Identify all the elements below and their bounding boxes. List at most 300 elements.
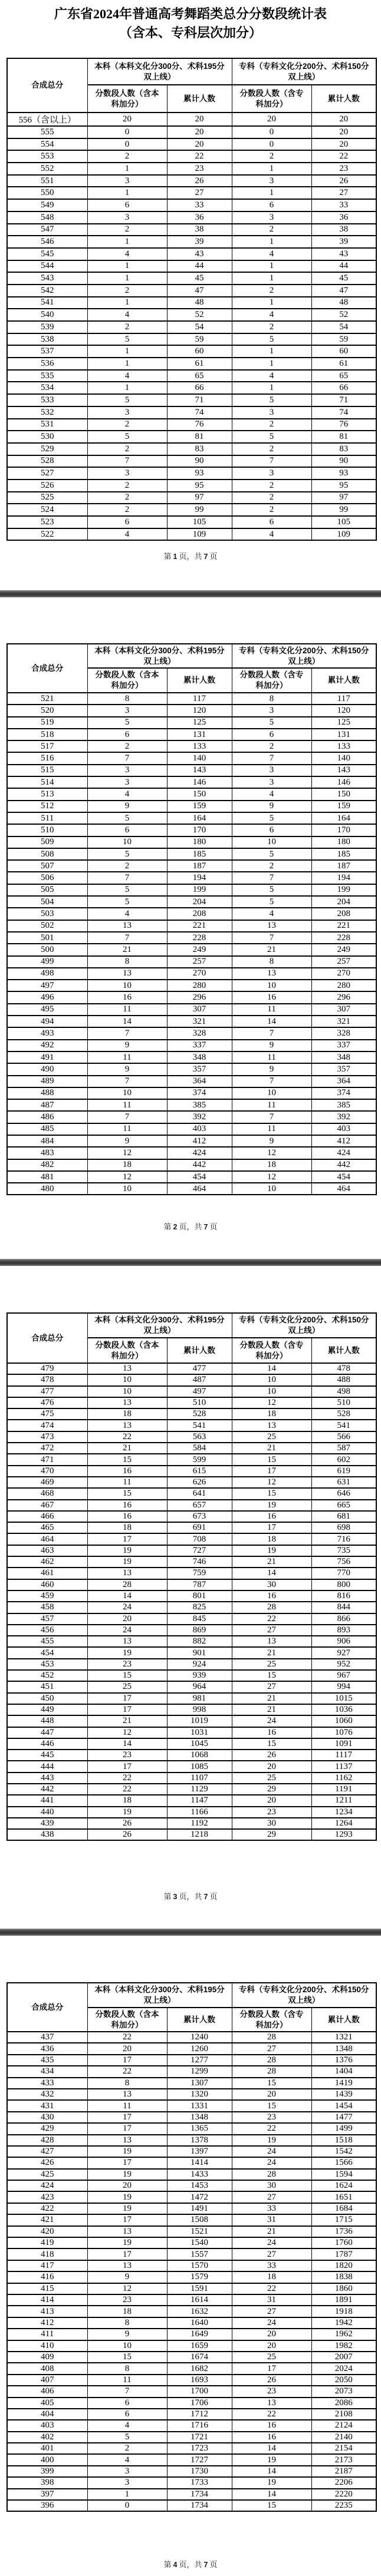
bachelor-segment-cell: 11: [87, 2100, 167, 2111]
college-cumulative-cell: 893: [311, 1625, 376, 1636]
table-row: [7, 1147, 376, 1159]
table-row: [7, 2283, 376, 2294]
score-distribution-table-page-4: [6, 1982, 377, 2512]
bachelor-cumulative-cell: 497: [167, 1386, 232, 1397]
college-segment-cell: 15: [232, 2500, 311, 2511]
college-segment-cell: 19: [232, 1500, 311, 1511]
college-segment-cell: 2: [232, 480, 311, 492]
college-cumulative-cell: 131: [311, 729, 376, 740]
table-row: [7, 2340, 376, 2352]
score-cell: 515: [7, 765, 87, 776]
college-cumulative-cell: 1651: [311, 2191, 376, 2203]
bachelor-segment-cell: 15: [87, 1454, 167, 1465]
bachelor-cumulative-cell: 27: [167, 187, 232, 199]
college-segment-cell: 9: [232, 1040, 311, 1051]
score-cell: 444: [7, 1761, 87, 1772]
college-segment-cell: 2: [232, 504, 311, 516]
college-cumulative-cell: 866: [311, 1613, 376, 1625]
score-cell: 422: [7, 2203, 87, 2214]
college-cumulative-cell: 1117: [311, 1750, 376, 1761]
score-cell: 415: [7, 2283, 87, 2294]
college-cumulative-cell: 105: [311, 516, 376, 528]
bachelor-cumulative-cell: 296: [167, 991, 232, 1003]
score-cell: 483: [7, 1147, 87, 1159]
score-cell: 408: [7, 2363, 87, 2374]
score-cell: 555: [7, 126, 87, 138]
college-segment-cell: 10: [232, 1386, 311, 1397]
bachelor-segment-cell: 4: [87, 528, 167, 541]
college-segment-cell: 19: [232, 2135, 311, 2146]
score-cell: 506: [7, 872, 87, 884]
college-segment-cell: 29: [232, 1784, 311, 1795]
college-segment-cell: 7: [232, 455, 311, 468]
score-cell: 491: [7, 1051, 87, 1063]
bachelor-segment-cell: 1: [87, 358, 167, 370]
bachelor-segment-cell: 26: [87, 1829, 167, 1840]
bachelor-cumulative-cell: 1166: [167, 1807, 232, 1818]
table-group-header-row: [7, 1313, 376, 1338]
college-cumulative-cell: 1076: [311, 1727, 376, 1738]
bachelor-cumulative-cell: 337: [167, 1040, 232, 1051]
score-cell: 474: [7, 1420, 87, 1431]
table-row: [7, 150, 376, 163]
college-cumulative-cell: 952: [311, 1659, 376, 1670]
score-cell: 452: [7, 1670, 87, 1681]
table-row: [7, 1693, 376, 1704]
college-segment-cell: 10: [232, 1183, 311, 1195]
table-row: [7, 504, 376, 516]
college-cumulative-cell: 54: [311, 321, 376, 333]
table-row: [7, 175, 376, 187]
college-segment-cell: 2: [232, 321, 311, 333]
college-cumulative-cell: 60: [311, 345, 376, 358]
score-cell: 546: [7, 236, 87, 248]
table-row: [7, 1500, 376, 1511]
column-header-bachelor-segment: 分数段人数（含本科加分）: [87, 2008, 167, 2032]
bachelor-cumulative-cell: 105: [167, 516, 232, 528]
bachelor-cumulative-cell: 1570: [167, 2260, 232, 2271]
bachelor-segment-cell: 22: [87, 1784, 167, 1795]
college-segment-cell: 15: [232, 2078, 311, 2089]
score-cell: 503: [7, 908, 87, 920]
page-footer-4: [0, 2558, 381, 2570]
college-cumulative-cell: 187: [311, 860, 376, 872]
college-cumulative-cell: 1787: [311, 2248, 376, 2260]
score-cell: 523: [7, 516, 87, 528]
table-row: [7, 1171, 376, 1183]
college-segment-cell: 11: [232, 1099, 311, 1111]
bachelor-cumulative-cell: 1472: [167, 2191, 232, 2203]
score-cell: 554: [7, 138, 87, 151]
bachelor-segment-cell: 9: [87, 1063, 167, 1075]
score-cell: 500: [7, 944, 87, 955]
bachelor-cumulative-cell: 1299: [167, 2066, 232, 2077]
bachelor-segment-cell: 13: [87, 1636, 167, 1647]
score-cell: 442: [7, 1784, 87, 1795]
bachelor-segment-cell: 13: [87, 2260, 167, 2271]
bachelor-cumulative-cell: 845: [167, 1613, 232, 1625]
bachelor-cumulative-cell: 52: [167, 309, 232, 321]
college-segment-cell: 1: [232, 297, 311, 309]
table-row: [7, 2146, 376, 2157]
bachelor-cumulative-cell: 1640: [167, 2317, 232, 2329]
score-cell: 520: [7, 705, 87, 716]
bachelor-segment-cell: 22: [87, 2066, 167, 2077]
college-cumulative-cell: 412: [311, 1135, 376, 1147]
college-segment-cell: 2: [232, 285, 311, 297]
score-cell: 552: [7, 163, 87, 175]
bachelor-cumulative-cell: 939: [167, 1670, 232, 1681]
college-segment-cell: 13: [232, 920, 311, 932]
bachelor-segment-cell: 16: [87, 1511, 167, 1522]
college-cumulative-cell: 498: [311, 1386, 376, 1397]
bachelor-cumulative-cell: 1674: [167, 2352, 232, 2363]
bachelor-cumulative-cell: 1107: [167, 1773, 232, 1784]
score-cell: 550: [7, 187, 87, 199]
college-segment-cell: 0: [232, 138, 311, 151]
college-segment-cell: 20: [232, 1761, 311, 1772]
table-row: [7, 1727, 376, 1738]
bachelor-cumulative-cell: 1649: [167, 2329, 232, 2340]
table-row: [7, 1625, 376, 1636]
table-row: [7, 467, 376, 480]
bachelor-segment-cell: 11: [87, 1004, 167, 1016]
table-row: [7, 333, 376, 346]
table-row: [7, 2477, 376, 2488]
college-segment-cell: 13: [232, 968, 311, 980]
score-cell: 421: [7, 2214, 87, 2226]
college-cumulative-cell: 566: [311, 1431, 376, 1443]
bachelor-segment-cell: 2: [87, 740, 167, 752]
footer-label: 页，共: [179, 1892, 202, 1901]
college-cumulative-cell: 1760: [311, 2237, 376, 2248]
score-cell: 431: [7, 2100, 87, 2111]
college-cumulative-cell: 681: [311, 1511, 376, 1522]
college-cumulative-cell: 1715: [311, 2214, 376, 2226]
bachelor-cumulative-cell: 38: [167, 224, 232, 236]
college-cumulative-cell: 800: [311, 1579, 376, 1590]
college-segment-cell: 4: [232, 788, 311, 800]
footer-page-number: 1: [173, 553, 178, 561]
college-cumulative-cell: 117: [311, 693, 376, 705]
college-segment-cell: 6: [232, 199, 311, 211]
score-distribution-table-page-3: [6, 1312, 377, 1841]
college-segment-cell: 12: [232, 1147, 311, 1159]
table-row: [7, 1681, 376, 1692]
bachelor-segment-cell: 2: [87, 480, 167, 492]
bachelor-segment-cell: 9: [87, 2271, 167, 2283]
table-row: [7, 2386, 376, 2397]
college-cumulative-cell: 1891: [311, 2294, 376, 2306]
bachelor-cumulative-cell: 60: [167, 345, 232, 358]
college-cumulative-cell: 74: [311, 406, 376, 419]
college-segment-cell: 25: [232, 1659, 311, 1670]
bachelor-segment-cell: 6: [87, 2409, 167, 2420]
college-segment-cell: 25: [232, 1773, 311, 1784]
college-segment-cell: 18: [232, 1533, 311, 1545]
bachelor-cumulative-cell: 964: [167, 1681, 232, 1692]
score-cell: 424: [7, 2180, 87, 2191]
score-cell: 416: [7, 2271, 87, 2283]
score-cell: 522: [7, 528, 87, 541]
score-cell: 446: [7, 1738, 87, 1750]
table-row: [7, 1466, 376, 1477]
bachelor-segment-cell: 2: [87, 285, 167, 297]
bachelor-segment-cell: 21: [87, 1715, 167, 1727]
bachelor-segment-cell: 3: [87, 175, 167, 187]
bachelor-segment-cell: 10: [87, 1087, 167, 1099]
bachelor-segment-cell: 20: [87, 2043, 167, 2054]
table-row: [7, 956, 376, 968]
bachelor-cumulative-cell: 1721: [167, 2432, 232, 2443]
bachelor-segment-cell: 12: [87, 1171, 167, 1183]
bachelor-segment-cell: 28: [87, 1579, 167, 1590]
bachelor-segment-cell: 10: [87, 1183, 167, 1195]
table-row: [7, 1829, 376, 1840]
bachelor-cumulative-cell: 787: [167, 1579, 232, 1590]
bachelor-cumulative-cell: 1632: [167, 2306, 232, 2317]
college-segment-cell: 9: [232, 1135, 311, 1147]
table-row: [7, 693, 376, 705]
bachelor-cumulative-cell: 204: [167, 896, 232, 908]
score-cell: 400: [7, 2454, 87, 2465]
bachelor-cumulative-cell: 599: [167, 1454, 232, 1465]
bachelor-segment-cell: 17: [87, 1761, 167, 1772]
score-cell: 488: [7, 1087, 87, 1099]
bachelor-cumulative-cell: 981: [167, 1693, 232, 1704]
score-cell: 497: [7, 980, 87, 991]
bachelor-cumulative-cell: 39: [167, 236, 232, 248]
score-cell: 412: [7, 2317, 87, 2329]
college-cumulative-cell: 587: [311, 1443, 376, 1454]
table-group-header-row: [7, 58, 376, 85]
bachelor-cumulative-cell: 869: [167, 1625, 232, 1636]
college-segment-cell: 21: [232, 1443, 311, 1454]
college-cumulative-cell: 83: [311, 443, 376, 455]
college-segment-cell: 11: [232, 1051, 311, 1063]
bachelor-cumulative-cell: 1068: [167, 1750, 232, 1761]
bachelor-cumulative-cell: 1365: [167, 2123, 232, 2134]
bachelor-cumulative-cell: 454: [167, 1171, 232, 1183]
table-row: [7, 2237, 376, 2248]
bachelor-cumulative-cell: 249: [167, 944, 232, 955]
bachelor-segment-cell: 16: [87, 1466, 167, 1477]
table-group-header-row: [7, 1983, 376, 2008]
score-cell: 534: [7, 382, 87, 394]
college-segment-cell: 1: [232, 236, 311, 248]
table-row: [7, 272, 376, 285]
score-cell: 556（含以上）: [7, 113, 87, 126]
column-header-bachelor-cumulative: 累计人数: [167, 668, 232, 693]
bachelor-segment-cell: 11: [87, 2375, 167, 2386]
college-segment-cell: 5: [232, 848, 311, 860]
bachelor-segment-cell: 19: [87, 1807, 167, 1818]
table-row: [7, 1076, 376, 1087]
score-cell: 524: [7, 504, 87, 516]
bachelor-cumulative-cell: 1557: [167, 2248, 232, 2260]
college-segment-cell: 6: [232, 824, 311, 836]
college-segment-cell: 4: [232, 248, 311, 260]
college-segment-cell: 7: [232, 1076, 311, 1087]
table-row: [7, 1704, 376, 1715]
score-cell: 510: [7, 824, 87, 836]
bachelor-cumulative-cell: 442: [167, 1159, 232, 1171]
college-cumulative-cell: 2007: [311, 2352, 376, 2363]
score-cell: 413: [7, 2306, 87, 2317]
bachelor-segment-cell: 3: [87, 2477, 167, 2488]
column-header-college-group: 专科（专科文化分200分、术科150分双上线）: [232, 1313, 376, 1338]
bachelor-segment-cell: 3: [87, 705, 167, 716]
table-row: [7, 944, 376, 955]
bachelor-segment-cell: 9: [87, 801, 167, 812]
bachelor-cumulative-cell: 1733: [167, 2477, 232, 2488]
bachelor-segment-cell: 8: [87, 2317, 167, 2329]
college-segment-cell: 3: [232, 406, 311, 419]
footer-label: 第: [163, 1892, 172, 1901]
footer-total-pages: 7: [203, 2561, 208, 2569]
score-cell: 433: [7, 2078, 87, 2089]
score-cell: 464: [7, 1533, 87, 1545]
score-cell: 514: [7, 776, 87, 788]
bachelor-cumulative-cell: 1734: [167, 2489, 232, 2500]
bachelor-cumulative-cell: 99: [167, 504, 232, 516]
bachelor-cumulative-cell: 45: [167, 272, 232, 285]
bachelor-cumulative-cell: 1712: [167, 2409, 232, 2420]
college-cumulative-cell: 374: [311, 1087, 376, 1099]
footer-page-number: 2: [173, 1223, 178, 1231]
score-cell: 475: [7, 1408, 87, 1420]
table-row: [7, 836, 376, 848]
bachelor-segment-cell: 18: [87, 1159, 167, 1171]
college-cumulative-cell: 510: [311, 1397, 376, 1408]
table-row: [7, 968, 376, 980]
college-cumulative-cell: 403: [311, 1123, 376, 1135]
table-group-header-row: [7, 644, 376, 668]
college-segment-cell: 20: [232, 1795, 311, 1806]
table-row: [7, 113, 376, 126]
score-cell: 519: [7, 717, 87, 729]
college-cumulative-cell: 125: [311, 717, 376, 729]
college-cumulative-cell: 170: [311, 824, 376, 836]
college-segment-cell: 17: [232, 1466, 311, 1477]
college-cumulative-cell: 328: [311, 1027, 376, 1039]
bachelor-segment-cell: 1: [87, 345, 167, 358]
score-distribution-table-page-2: [6, 643, 377, 1195]
college-cumulative-cell: 464: [311, 1183, 376, 1195]
college-cumulative-cell: 221: [311, 920, 376, 932]
college-cumulative-cell: 2108: [311, 2409, 376, 2420]
bachelor-cumulative-cell: 1693: [167, 2375, 232, 2386]
table-row: [7, 480, 376, 492]
score-cell: 537: [7, 345, 87, 358]
table-row: [7, 297, 376, 309]
college-segment-cell: 1: [232, 358, 311, 370]
score-cell: 513: [7, 788, 87, 800]
college-segment-cell: 27: [232, 2306, 311, 2317]
college-segment-cell: 3: [232, 776, 311, 788]
college-cumulative-cell: 1293: [311, 1829, 376, 1840]
college-cumulative-cell: 1376: [311, 2055, 376, 2066]
college-cumulative-cell: 967: [311, 1670, 376, 1681]
bachelor-segment-cell: 13: [87, 1420, 167, 1431]
table-row: [7, 776, 376, 788]
bachelor-cumulative-cell: 1240: [167, 2032, 232, 2043]
college-cumulative-cell: 33: [311, 199, 376, 211]
college-cumulative-cell: 1454: [311, 2100, 376, 2111]
college-segment-cell: 28: [232, 1602, 311, 1613]
college-cumulative-cell: 756: [311, 1556, 376, 1568]
college-cumulative-cell: 38: [311, 224, 376, 236]
bachelor-cumulative-cell: 208: [167, 908, 232, 920]
college-cumulative-cell: 927: [311, 1647, 376, 1658]
table-row: [7, 1795, 376, 1806]
score-cell: 426: [7, 2157, 87, 2168]
college-cumulative-cell: 97: [311, 492, 376, 504]
bachelor-cumulative-cell: 641: [167, 1488, 232, 1499]
college-cumulative-cell: 59: [311, 333, 376, 346]
score-cell: 473: [7, 1431, 87, 1443]
table-row: [7, 1420, 376, 1431]
college-segment-cell: 1: [232, 272, 311, 285]
bachelor-cumulative-cell: 364: [167, 1076, 232, 1087]
college-cumulative-cell: 646: [311, 1488, 376, 1499]
bachelor-segment-cell: 5: [87, 896, 167, 908]
college-cumulative-cell: 199: [311, 884, 376, 896]
table-row: [7, 2032, 376, 2043]
table-row: [7, 236, 376, 248]
bachelor-segment-cell: 6: [87, 824, 167, 836]
table-row: [7, 2043, 376, 2054]
college-cumulative-cell: 1942: [311, 2317, 376, 2329]
score-cell: 551: [7, 175, 87, 187]
college-segment-cell: 19: [232, 1545, 311, 1556]
column-header-bachelor-cumulative: 累计人数: [167, 2008, 232, 2032]
score-cell: 508: [7, 848, 87, 860]
college-segment-cell: 27: [232, 1681, 311, 1692]
score-cell: 481: [7, 1171, 87, 1183]
college-segment-cell: 26: [232, 1750, 311, 1761]
bachelor-segment-cell: 4: [87, 908, 167, 920]
college-cumulative-cell: 185: [311, 848, 376, 860]
college-segment-cell: 24: [232, 1715, 311, 1727]
column-header-score: 合成总分: [7, 1313, 87, 1363]
bachelor-cumulative-cell: 83: [167, 443, 232, 455]
table-row: [7, 443, 376, 455]
score-cell: 462: [7, 1556, 87, 1568]
table-row: [7, 406, 376, 419]
column-header-score: 合成总分: [7, 1983, 87, 2032]
score-cell: 518: [7, 729, 87, 740]
bachelor-cumulative-cell: 691: [167, 1522, 232, 1533]
bachelor-segment-cell: 5: [87, 848, 167, 860]
college-cumulative-cell: 44: [311, 260, 376, 273]
bachelor-cumulative-cell: 541: [167, 1420, 232, 1431]
college-cumulative-cell: 76: [311, 419, 376, 431]
table-row: [7, 2363, 376, 2374]
bachelor-segment-cell: 10: [87, 1374, 167, 1385]
table-row: [7, 1522, 376, 1533]
column-header-bachelor-group: 本科（本科文化分300分、术科195分双上线）: [87, 1313, 232, 1338]
bachelor-segment-cell: 2: [87, 150, 167, 163]
table-row: [7, 431, 376, 443]
bachelor-cumulative-cell: 120: [167, 705, 232, 716]
column-header-bachelor-segment: 分数段人数（含本科加分）: [87, 1338, 167, 1363]
document-title-line2: （含本、专科层次加分）: [119, 25, 262, 40]
table-row: [7, 2214, 376, 2226]
table-row: [7, 2500, 376, 2511]
college-cumulative-cell: 22: [311, 150, 376, 163]
college-segment-cell: 22: [232, 2283, 311, 2294]
